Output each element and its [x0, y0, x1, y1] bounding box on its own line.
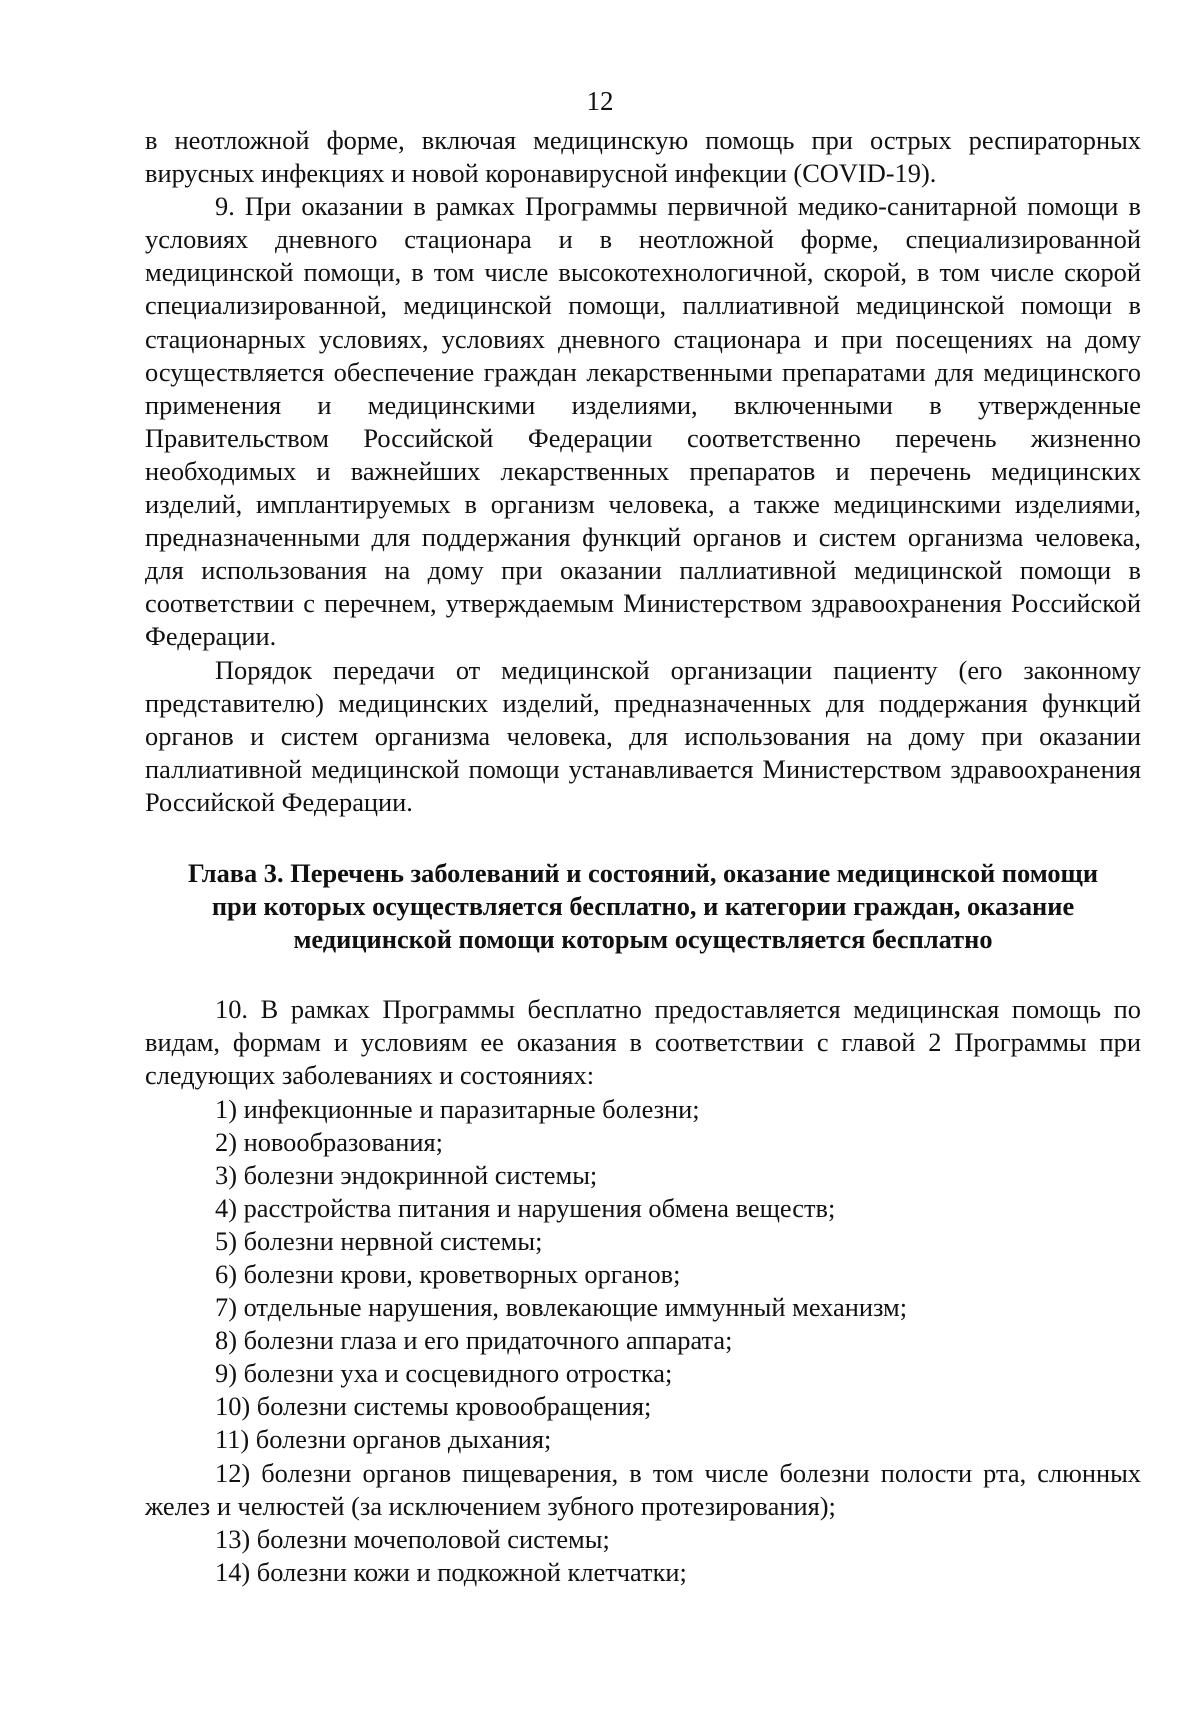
chapter-heading-line: медицинской помощи которым осуществляется бесплатно — [293, 924, 993, 955]
list-item: 3) болезни эндокринной системы; — [215, 1159, 598, 1190]
list-item: 7) отдельные нарушения, вовлекающие иммунный механизм; — [215, 1292, 908, 1323]
paragraph-transfer-procedure: Порядок передачи от медицинской организации пациенту (его законному представителю) медицинских изделий, предназначенных для поддержания функций органов и систем организма человека, для использования на дому при оказании паллиативной медицинской помощи устанавливается Министерством здравоохранения Российской Федерации. — [145, 654, 1141, 817]
page-number: 12 — [586, 86, 614, 116]
list-item: 2) новообразования; — [215, 1126, 443, 1157]
paragraph-continuation: в неотложной форме, включая медицинскую помощь при острых респираторных вирусных инфекциях и новой коронавирусной инфекции (COVID-19). — [145, 125, 1141, 189]
list-item: 10) болезни системы кровообращения; — [215, 1391, 652, 1422]
paragraph-item-9: 9. При оказании в рамках Программы первичной медико-санитарной помощи в условиях дневного стационара и в неотложной форме, специализированной медицинской помощи, в том числе высокотехнологичной, скорой, в том числе скорой специализированной, медицинской помощи, паллиативной медицинской помощи в стационарных условиях, условиях дневного стационара и при посещениях на дому осуществляется обеспечение граждан лекарственными препаратами для медицинского применения и медицинскими изделиями, включенными в утвержденные Правительством Российской Федерации соответственно перечень жизненно необходимых и важнейших лекарственных препаратов и перечень медицинских изделий, имплантируемых в организм человека, а также медицинскими изделиями, предназначенными для поддержания функций органов и систем организма человека, для использования на дому при оказании паллиативной медицинской помощи в соответствии с перечнем, утверждаемым Министерством здравоохранения Российской Федерации. — [145, 191, 1141, 652]
list-item: 14) болезни кожи и подкожной клетчатки; — [215, 1556, 687, 1587]
list-item: 13) болезни мочеполовой системы; — [215, 1523, 610, 1554]
chapter-heading-line: при которых осуществляется бесплатно, и категории граждан, оказание — [211, 891, 1075, 922]
list-item: 5) болезни нервной системы; — [215, 1225, 543, 1256]
list-item: 11) болезни органов дыхания; — [215, 1424, 552, 1455]
list-item: 4) расстройства питания и нарушения обмена веществ; — [215, 1192, 836, 1223]
document-body — [145, 124, 1141, 1589]
list-item: 6) болезни крови, кроветворных органов; — [215, 1259, 681, 1289]
list-item: 12) болезни органов пищеварения, в том числе болезни полости рта, слюнных желез и челюстей (за исключением зубного протезирования); — [145, 1457, 1141, 1521]
paragraph-item-10: 10. В рамках Программы бесплатно предоставляется медицинская помощь по видам, формам и условиям ее оказания в соответствии с главой 2 Программы при следующих заболеваниях и состояниях: — [145, 994, 1141, 1091]
list-item: 8) болезни глаза и его придаточного аппарата; — [215, 1325, 733, 1356]
chapter-3-heading — [145, 857, 1141, 956]
list-item: 9) болезни уха и сосцевидного отростка; — [215, 1358, 673, 1389]
list-item: 1) инфекционные и паразитарные болезни; — [215, 1093, 700, 1124]
chapter-heading-line: Глава 3. Перечень заболеваний и состояний, оказание медицинской помощи — [187, 857, 1099, 888]
disease-list — [145, 1093, 1141, 1589]
